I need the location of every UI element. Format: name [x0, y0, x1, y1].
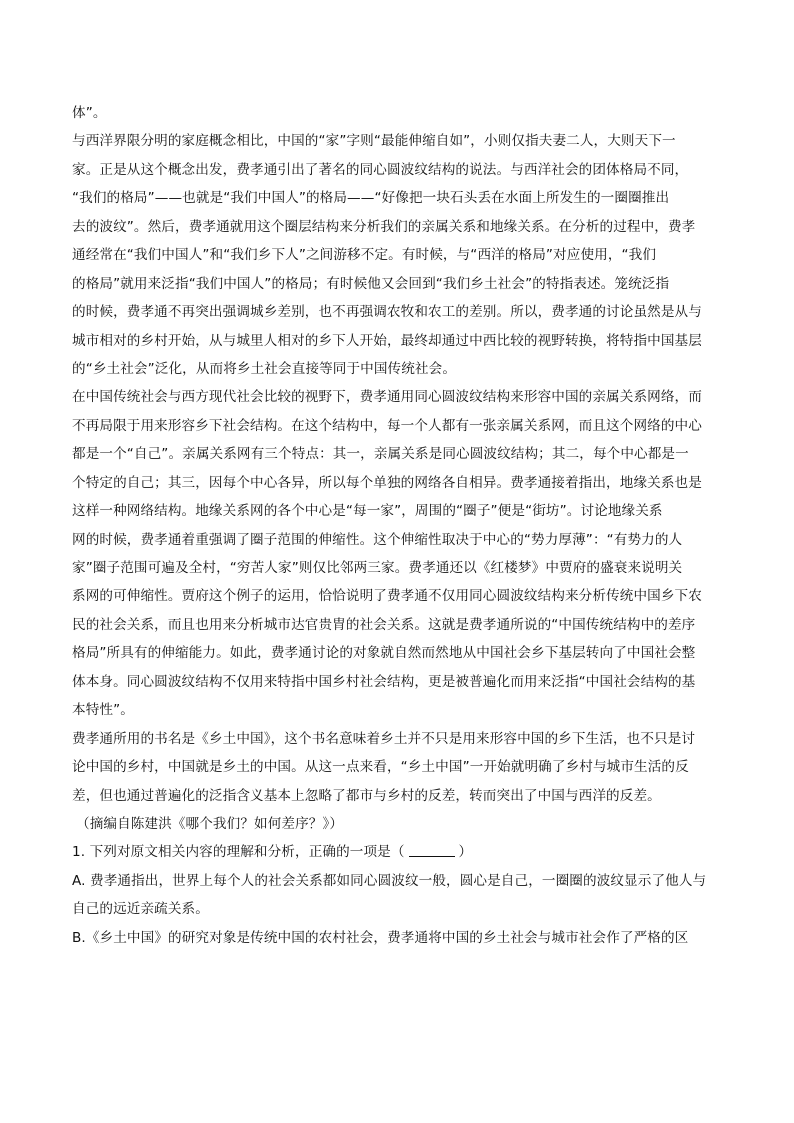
text-line: 的“乡土社会”泛化，从而将乡土社会直接等同于中国传统社会。 — [72, 360, 457, 377]
text-line: 通经常在“我们中国人”和“我们乡下人”之间游移不定。有时候，与“西洋的格局”对应使用，“我们 — [72, 247, 657, 264]
question-1-stem — [72, 838, 722, 866]
text-line: 这样一种网络结构。地缘关系网的各个中心是“每一家”，周围的“圈子”便是“街坊”。讨论地缘关系 — [72, 503, 663, 520]
text-line: 的时候，费孝通不再突出强调城乡差别，也不再强调农牧和农工的差别。所以，费孝通的讨论虽然是从与 — [72, 304, 702, 321]
option-b-line: B.《乡土中国》的研究对象是传统中国的农村社会，费孝通将中国的乡土社会与城市社会作了严格的区 — [72, 929, 689, 946]
text-line: 去的波纹”。然后，费孝通就用这个圈层结构来分析我们的亲属关系和地缘关系。在分析的过程中，费孝 — [72, 218, 696, 235]
source-citation: （摘编自陈建洪《哪个我们？如何差序？》） — [76, 815, 344, 832]
text-line: 城市相对的乡村开始，从与城里人相对的乡下人开始，最终却通过中西比较的视野转换，将特指中国基层 — [72, 332, 702, 349]
text-line: “我们的格局”——也就是“我们中国人”的格局——“好像把一块石头丢在水面上所发生的一圈圈推出 — [72, 190, 670, 207]
text-line: 在中国传统社会与西方现代社会比较的视野下，费孝通用同心圆波纹结构来形容中国的亲属关系网络，而 — [72, 389, 702, 406]
text-line: 格局”所具有的伸缩能力。如此，费孝通讨论的对象就自然而然地从中国社会乡下基层转向了中国社会整 — [72, 645, 696, 662]
option-a-line: A. 费孝通指出，世界上每个人的社会关系都如同心圆波纹一般，圆心是自己，一圈圈的波纹显示了他人与 — [72, 872, 707, 889]
text-line: 家。正是从这个概念出发，费孝通引出了著名的同心圆波纹结构的说法。与西洋社会的团体格局不同， — [72, 161, 689, 178]
text-line: 论中国的乡村，中国就是乡土的中国。从这一点来看，“乡土中国”一开始就明确了乡村与城市生活的反 — [72, 759, 689, 776]
question-stem-close: ） — [458, 844, 473, 861]
document-body — [72, 99, 722, 952]
text-line: 差，但也通过普遍化的泛指含义基本上忽略了都市与乡村的反差，转而突出了中国与西洋的反差。 — [72, 787, 661, 804]
text-line: 本特性”。 — [72, 702, 134, 719]
text-line: 家”圈子范围可遍及全村，“穷苦人家”则仅比邻两三家。费孝通还以《红楼梦》中贾府的盛衰来说明关 — [72, 560, 683, 576]
text-line: 民的社会关系，而且也用来分析城市达官贵胄的社会关系。这就是费孝通所说的“中国传统结构中的差序 — [72, 616, 696, 633]
answer-blank[interactable] — [405, 838, 459, 866]
option-a-line: 自己的远近亲疏关系。 — [72, 901, 209, 918]
text-line: 体本身。同心圆波纹结构不仅用来特指中国乡村社会结构，更是被普遍化而用来泛指“中国社会结构的基 — [72, 673, 696, 690]
text-line: 与西洋界限分明的家庭概念相比，中国的“家”字则“最能伸缩自如”，小则仅指夫妻二人，大则天下一 — [72, 133, 676, 150]
text-line: 的格局”就用来泛指“我们中国人”的格局；有时候他又会回到“我们乡土社会”的特指表述。笼统泛指 — [72, 275, 670, 292]
text-line: 体”。 — [72, 105, 107, 121]
text-line: 网的时候，费孝通着重强调了圈子范围的伸缩性。这个伸缩性取决于中心的“势力厚薄”：“有势力的人 — [72, 531, 683, 548]
text-line: 不再局限于用来形容乡下社会结构。在这个结构中，每一个人都有一张亲属关系网，而且这个网络的中心 — [72, 417, 702, 434]
text-line: 个特定的自己；其三，因每个中心各异，所以每个单独的网络各自相异。费孝通接着指出，地缘关系也是 — [72, 474, 702, 491]
text-line: 系网的可伸缩性。贾府这个例子的运用，恰恰说明了费孝通不仅用同心圆波纹结构来分析传统中国乡下农 — [72, 588, 702, 605]
text-line: 都是一个“自己”。亲属关系网有三个特点：其一，亲属关系是同心圆波纹结构；其二，每个中心都是一 — [72, 446, 689, 463]
text-line: 费孝通所用的书名是《乡土中国》，这个书名意味着乡土并不只是用来形容中国的乡下生活，也不只是讨 — [72, 730, 696, 747]
question-stem-text: 1. 下列对原文相关内容的理解和分析，正确的一项是（ — [72, 844, 405, 861]
